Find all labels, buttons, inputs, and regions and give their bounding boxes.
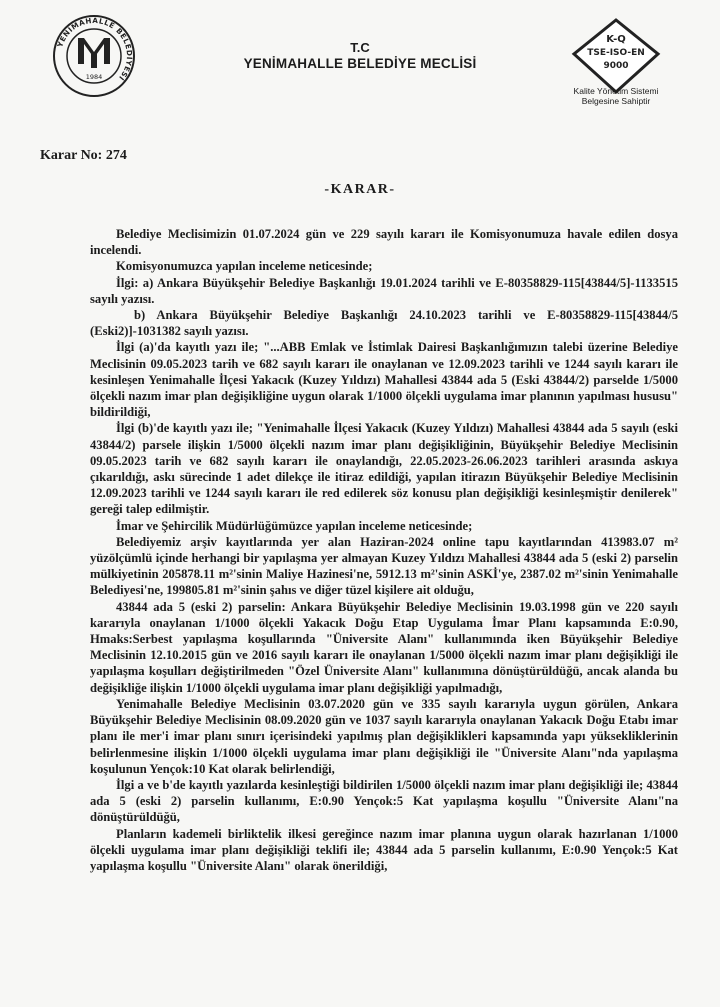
logo-year: 1984 [85,73,103,81]
paragraph: Yenimahalle Belediye Meclisinin 03.07.2020 gün ve 335 sayılı kararıyla uygun görülen, Ankara Büyükşehir Belediye Meclisinin 08.09.2020 gün ve 1037 sayılı kararıyla onaylanan Yakacık Doğu Etabı imar planı ile mer'i imar planı sınırı içerisindeki yapılmış plan değişiklikleri kapsamında yapı yüksekliklerinin belirlenmesine ilişkin 1/1000 ölçekli uygulama imar planı değişikliği ile "Üniversite Alanı"nda yapılaşma koşulunun Yençok:10 Kat olarak belirlendiği, [90,696,678,776]
paragraph: İlgi (a)'da kayıtlı yazı ile; "...ABB Emlak ve İstimlak Dairesi Başkanlığımızın talebi üzerine Belediye Meclisinin 09.05.2023 tarih ve 682 sayılı kararı ile onaylanan ve 12.09.2023 tarihli ve 1244 sayılı kararı ile kesinleşen Yenimahalle İlçesi Yakacık (Kuzey Yıldızı) Mahallesi 43844 ada 5 (Eski 43844/2) parselde 1/5000 ölçekli nazım imar plan değişikliğine uygun olarak 1/1000 ölçekli uygulama imar planının yapılması hususu" bildirildiği, [90,340,678,420]
paragraph: b) Ankara Büyükşehir Belediye Başkanlığı 24.10.2023 tarihli ve E-80358829-115[43844/5 (Eski2)]-1031382 sayılı yazısı. [90,308,678,339]
paragraph: Planların kademeli birliktelik ilkesi gereğince nazım imar planına uygun olarak hazırlanan 1/1000 ölçekli uygulama imar planı değişikliği teklifi ile; 43844 ada 5 parselin kullanımı, E:0.90 Yençok:5 Kat yapılaşma koşullu "Üniversite Alanı" olarak önerildiği, [90,826,678,873]
logo-ring-text: YENİMAHALLE BELEDİYESİ [55,15,135,83]
paragraph: İmar ve Şehircilik Müdürlüğümüzce yapılan inceleme neticesinde; [116,518,473,533]
paragraph: İlgi: a) Ankara Büyükşehir Belediye Başkanlığı 19.01.2024 tarihli ve E-80358829-115[43844/5]-1133515 sayılı yazısı. [90,275,678,306]
paragraph: Belediyemiz arşiv kayıtlarında yer alan Haziran-2024 online tapu kayıtlarından 413983.07 m² yüzölçümlü içinde herhangi bir yapılaşma yer almayan Kuzey Yıldızı Mahallesi 43844 ada 5 (eski 2) parselin mülkiyetinin 205878.11 m²'sinin Maliye Hazinesi'ne, 5912.13 m²'sinin ASKİ'ye, 2387.02 m²'sinin Yenimahalle Belediyesi'ne, 199805.81 m²'sinin şahıs ve diğer tüzel kişilere ait olduğu, [90,534,678,598]
paragraph: 43844 ada 5 (eski 2) parselin: Ankara Büyükşehir Belediye Meclisinin 19.03.1998 gün ve 220 sayılı kararıyla onaylanan 1/1000 ölçekli Yakacık Doğu Etap Uygulama İmar Planı kapsamında E:0.90, Hmaks:Serbest yapılaşma koşullarında "Üniversite Alanı" kullanımında iken Büyükşehir Belediye Meclisinin 12.10.2015 gün ve 2016 sayılı kararı ile onaylanan 1/5000 ölçekli nazım imar planı değişikliği ile yapılaşma koşulları değiştirilmeden "Özel Üniversite Alanı" kullanımına dönüştürüldüğü, ancak alanda bu değişikliğe ilişkin 1/1000 ölçekli uygulama imar planı değişikliği yapılmadığı, [90,599,678,695]
certificate-caption-2: Belgesine Sahiptir [581,96,651,106]
kq-line2: TSE-ISO-EN [587,48,645,58]
certificate-caption [556,86,676,106]
header-council-name: YENİMAHALLE BELEDİYE MECLİSİ [243,56,477,71]
kq-line1: K-Q [606,34,626,45]
certificate-caption-1: Kalite Yönetim Sistemi [573,86,659,96]
paragraph: İlgi a ve b'de kayıtlı yazılarda kesinleştiği bildirilen 1/5000 ölçekli nazım imar planı değişikliği ile; 43844 ada 5 (eski 2) parselin kullanımı, E:0.90 Yençok:5 Kat yapılaşma koşullu "Üniversite Alanı"na dönüştürüldüğü, [90,777,678,825]
decision-title: -KARAR- [324,182,396,197]
paragraph: İlgi (b)'de kayıtlı yazı ile; "Yenimahalle İlçesi Yakacık (Kuzey Yıldızı) Mahallesi 43844 ada 5 sayılı (eski 43844/2) parsele ilişkin 1/5000 ölçekli nazım imar planı değişikliğinin, Büyükşehir Belediye Meclisinin 09.05.2023 tarih ve 682 sayılı kararı ile onaylandığı, 22.05.2023-26.06.2023 tarihleri arasında askıya çıkarıldığı, askı sürecinde 1 adet dilekçe ile itiraz edildiği, yapılan itirazın Büyükşehir Belediye Meclisinin 12.09.2023 tarihli ve 1244 sayılı kararı ile red edilerek söz konusu plan değişikliği kesinleşmiştir denilerek" gereği talep edilmiştir. [90,421,678,517]
kq-line3: 9000 [603,61,629,71]
header-tc: T.C [350,40,370,55]
decision-body [90,226,678,874]
paragraph: Komisyonumuzca yapılan inceleme neticesinde; [116,259,373,274]
decision-number: Karar No: 274 [40,148,127,163]
paragraph: Belediye Meclisimizin 01.07.2024 gün ve 229 sayılı kararı ile Komisyonumuza havale edilen dosya incelendi. [90,227,678,258]
